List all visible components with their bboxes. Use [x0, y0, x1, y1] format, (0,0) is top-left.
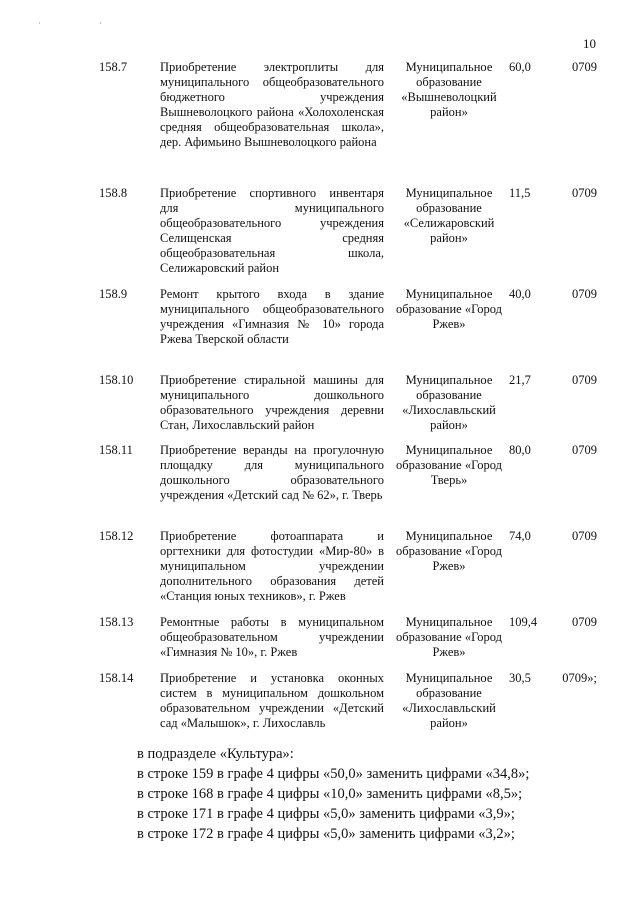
row-description: Приобретение веранды на прогулочную площадку для муниципального дошкольного образовательного учреждения «Детский сад № 62», г. Тверь: [160, 443, 384, 502]
table-row: [0, 529, 640, 615]
row-code: 0709: [572, 529, 597, 543]
row-code: 0709»;: [562, 671, 597, 685]
row-number: 158.13: [99, 615, 134, 629]
row-amount: 80,0: [509, 443, 531, 457]
table-row: [0, 287, 640, 373]
amendment-heading: в подразделе «Культура»:: [137, 746, 294, 762]
row-municipality: Муниципальное образование «Лихославльский район»: [402, 671, 496, 730]
table-row: [0, 186, 640, 287]
row-amount: 74,0: [509, 529, 531, 543]
row-amount: 109,4: [509, 615, 538, 629]
table-row: [0, 615, 640, 671]
row-municipality: Муниципальное образование «Город Ржев»: [396, 615, 502, 659]
row-description: Приобретение электроплиты для муниципального общеобразовательного бюджетного учреждения Вышневолоцкого района «Холохоленская средняя общеобразовательная школа», дер. Афимьино Вышневолоцкого района: [160, 60, 384, 149]
row-municipality: Муниципальное образование «Город Тверь»: [396, 443, 502, 487]
row-municipality: Муниципальное образование «Селижаровский район»: [403, 186, 495, 245]
row-municipality: Муниципальное образование «Вышневолоцкий район»: [401, 60, 497, 119]
row-code: 0709: [572, 60, 597, 74]
row-code: 0709: [572, 186, 597, 200]
row-amount: 40,0: [509, 287, 531, 301]
amendment-line: в строке 171 в графе 4 цифры «5,0» заменить цифрами «3,9»;: [137, 806, 515, 822]
row-municipality: Муниципальное образование «Город Ржев»: [396, 529, 502, 573]
row-number: 158.8: [99, 186, 128, 200]
table-row: [0, 373, 640, 443]
amendment-line: в строке 172 в графе 4 цифры «5,0» заменить цифрами «3,2»;: [137, 826, 515, 842]
row-amount: 60,0: [509, 60, 531, 74]
row-municipality: Муниципальное образование «Город Ржев»: [396, 287, 502, 331]
row-description: Ремонтные работы в муниципальном общеобразовательном учреждении «Гимназия № 10», г. Ржев: [160, 615, 384, 659]
row-number: 158.7: [99, 60, 128, 74]
row-code: 0709: [572, 373, 597, 387]
row-code: 0709: [572, 615, 597, 629]
table-row: [0, 671, 640, 741]
row-description: Приобретение спортивного инвентаря для муниципального общеобразовательного учреждения Селищенская средняя общеобразовательная школа, Селижаровский район: [160, 186, 384, 275]
row-description: Приобретение и установка оконных систем в муниципальном дошкольном образовательном учреждении «Детский сад «Малышок», г. Лихославль: [160, 671, 384, 730]
row-municipality: Муниципальное образование «Лихославльский район»: [402, 373, 496, 432]
amendments-list: [137, 744, 607, 844]
scan-marks: · ·: [38, 18, 131, 28]
row-description: Приобретение стиральной машины для муниципального дошкольного образовательного учреждения деревни Стан, Лихославльский район: [160, 373, 384, 432]
row-code: 0709: [572, 287, 597, 301]
budget-table: [0, 60, 640, 741]
amendment-line: в строке 168 в графе 4 цифры «10,0» заменить цифрами «8,5»;: [137, 786, 523, 802]
row-number: 158.14: [99, 671, 134, 685]
page-number: 10: [583, 36, 596, 51]
row-description: Приобретение фотоаппарата и оргтехники для фотостудии «Мир-80» в муниципальном учреждении дополнительного образования детей «Станция юных техников», г. Ржев: [160, 529, 384, 603]
table-row: [0, 60, 640, 186]
row-amount: 11,5: [509, 186, 531, 200]
row-number: 158.10: [99, 373, 134, 387]
row-number: 158.9: [99, 287, 128, 301]
amendment-line: в строке 159 в графе 4 цифры «50,0» заменить цифрами «34,8»;: [137, 766, 530, 782]
row-number: 158.11: [99, 443, 133, 457]
row-number: 158.12: [99, 529, 134, 543]
row-description: Ремонт крытого входа в здание муниципального общеобразовательного учреждения «Гимназия № 10» города Ржева Тверской области: [160, 287, 384, 346]
table-row: [0, 443, 640, 529]
row-amount: 21,7: [509, 373, 531, 387]
row-amount: 30,5: [509, 671, 531, 685]
row-code: 0709: [572, 443, 597, 457]
